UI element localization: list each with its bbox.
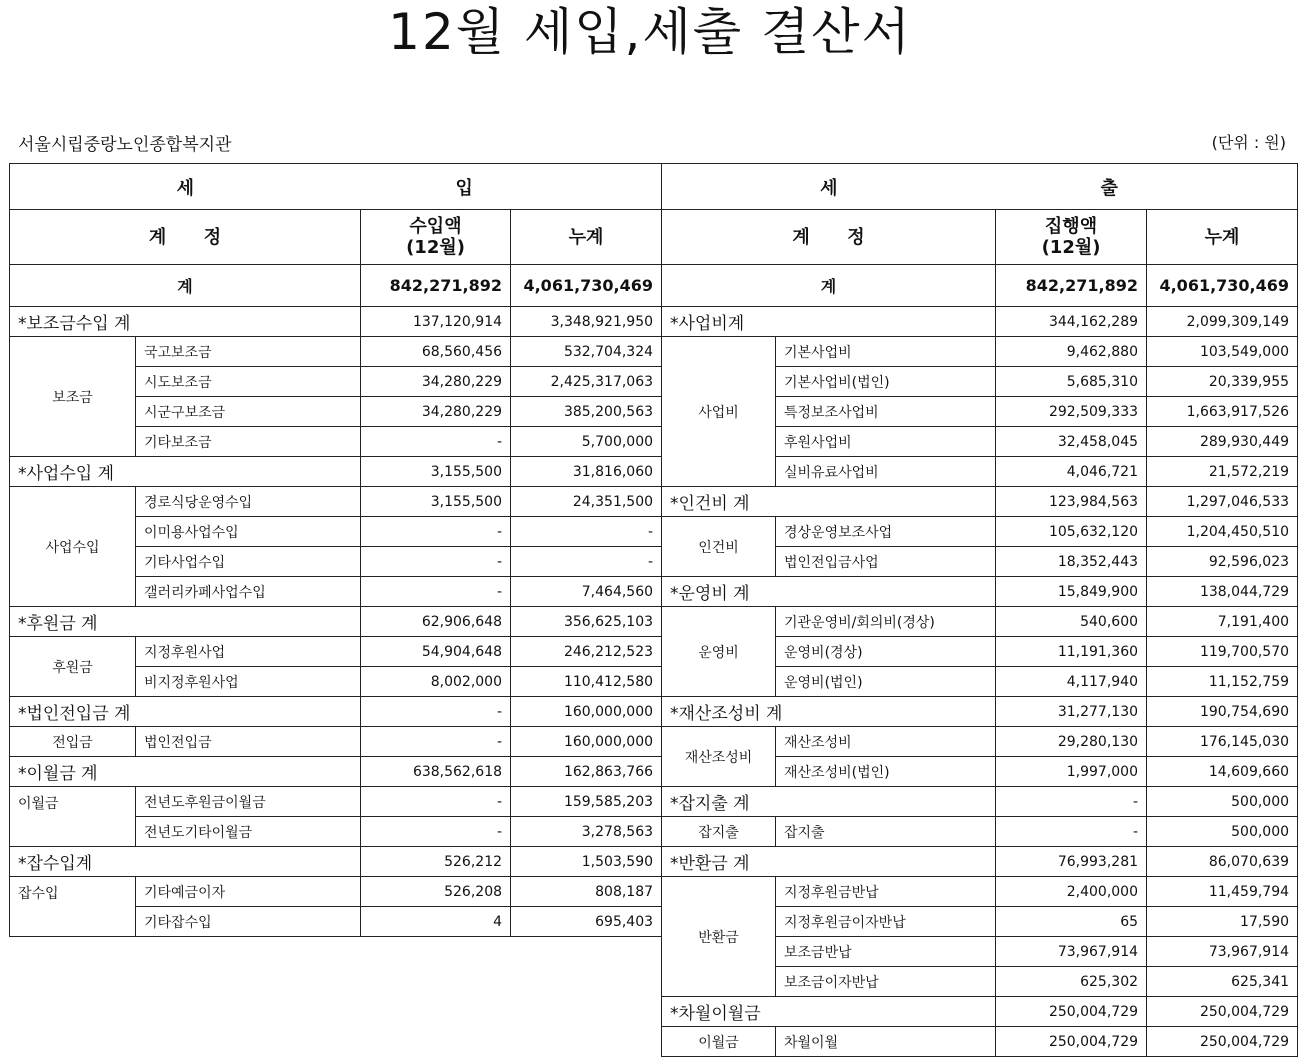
section-label: *법인전입금 계 xyxy=(10,697,361,727)
category-label: 전입금 xyxy=(10,727,136,757)
item-cumulative: 250,004,729 xyxy=(1147,1027,1298,1057)
item-cumulative: 808,187 xyxy=(511,877,662,907)
item-cumulative: 119,700,570 xyxy=(1147,637,1298,667)
item-amount: 54,904,648 xyxy=(361,637,511,667)
category-label: 잡지출 xyxy=(662,817,776,847)
unit-label: (단위 : 원) xyxy=(1211,133,1286,152)
category-label: 반환금 xyxy=(662,877,776,997)
column-header-account: 계 정 xyxy=(10,210,361,265)
item-amount: 11,191,360 xyxy=(996,637,1147,667)
section-cumulative: 3,348,921,950 xyxy=(511,307,662,337)
income-header-row xyxy=(10,164,662,210)
item-amount: 1,997,000 xyxy=(996,757,1147,787)
section-amount: 638,562,618 xyxy=(361,757,511,787)
item-amount: 29,280,130 xyxy=(996,727,1147,757)
section-subtotal-row xyxy=(662,697,1298,727)
section-amount: 137,120,914 xyxy=(361,307,511,337)
item-amount: 9,462,880 xyxy=(996,337,1147,367)
category-label: 후원금 xyxy=(10,637,136,697)
item-name: 실비유료사업비 xyxy=(776,457,996,487)
section-label: *이월금 계 xyxy=(10,757,361,787)
table-row xyxy=(662,817,1298,847)
income-header-left: 세 xyxy=(10,164,361,210)
item-cumulative: 92,596,023 xyxy=(1147,547,1298,577)
section-cumulative: 1,297,046,533 xyxy=(1147,487,1298,517)
table-row xyxy=(10,787,662,817)
section-amount: 76,993,281 xyxy=(996,847,1147,877)
item-amount: - xyxy=(361,427,511,457)
item-name: 차월이월 xyxy=(776,1027,996,1057)
item-amount: 4 xyxy=(361,907,511,937)
section-label: *재산조성비 계 xyxy=(662,697,996,727)
item-amount: 4,046,721 xyxy=(996,457,1147,487)
section-subtotal-row xyxy=(662,997,1298,1027)
expense-header-row xyxy=(662,164,1298,210)
category-label: 이월금 xyxy=(662,1027,776,1057)
item-cumulative: 625,341 xyxy=(1147,967,1298,997)
item-amount: 65 xyxy=(996,907,1147,937)
income-table xyxy=(9,163,662,937)
section-amount: 31,277,130 xyxy=(996,697,1147,727)
section-subtotal-row xyxy=(662,307,1298,337)
table-row xyxy=(10,637,662,667)
item-name: 시군구보조금 xyxy=(136,397,361,427)
item-cumulative: 1,663,917,526 xyxy=(1147,397,1298,427)
category-label: 사업수입 xyxy=(10,487,136,607)
section-label: *반환금 계 xyxy=(662,847,996,877)
table-row xyxy=(10,877,662,907)
item-name: 갤러리카페사업수입 xyxy=(136,577,361,607)
page-title: 12월 세입,세출 결산서 xyxy=(388,3,912,61)
item-name: 전년도기타이월금 xyxy=(136,817,361,847)
item-amount: - xyxy=(996,817,1147,847)
item-name: 기관운영비/회의비(경상) xyxy=(776,607,996,637)
item-name: 재산조성비(법인) xyxy=(776,757,996,787)
item-amount: 540,600 xyxy=(996,607,1147,637)
item-amount: 8,002,000 xyxy=(361,667,511,697)
category-label: 이월금 xyxy=(10,787,136,847)
section-subtotal-row xyxy=(10,697,662,727)
table-row xyxy=(10,727,662,757)
section-cumulative: 31,816,060 xyxy=(511,457,662,487)
item-amount: 18,352,443 xyxy=(996,547,1147,577)
item-name: 국고보조금 xyxy=(136,337,361,367)
total-label: 계 xyxy=(10,265,361,307)
section-cumulative: 250,004,729 xyxy=(1147,997,1298,1027)
item-name: 전년도후원금이월금 xyxy=(136,787,361,817)
item-amount: 34,280,229 xyxy=(361,397,511,427)
total-cumulative: 4,061,730,469 xyxy=(1147,265,1298,307)
category-label: 보조금 xyxy=(10,337,136,457)
item-amount: 3,155,500 xyxy=(361,487,511,517)
section-label: *사업비계 xyxy=(662,307,996,337)
item-cumulative: 176,145,030 xyxy=(1147,727,1298,757)
section-subtotal-row xyxy=(662,577,1298,607)
section-amount: 3,155,500 xyxy=(361,457,511,487)
section-label: *잡수입계 xyxy=(10,847,361,877)
item-cumulative: 7,464,560 xyxy=(511,577,662,607)
section-cumulative: 356,625,103 xyxy=(511,607,662,637)
item-cumulative: 532,704,324 xyxy=(511,337,662,367)
item-name: 보조금이자반납 xyxy=(776,967,996,997)
item-cumulative: 17,590 xyxy=(1147,907,1298,937)
item-cumulative: 21,572,219 xyxy=(1147,457,1298,487)
item-name: 기타예금이자 xyxy=(136,877,361,907)
expense-column-header-row xyxy=(662,210,1298,265)
table-row xyxy=(10,487,662,517)
item-name: 비지정후원사업 xyxy=(136,667,361,697)
item-amount: 292,509,333 xyxy=(996,397,1147,427)
item-name: 지정후원금반납 xyxy=(776,877,996,907)
item-cumulative: 385,200,563 xyxy=(511,397,662,427)
category-label: 재산조성비 xyxy=(662,727,776,787)
item-name: 기타잡수입 xyxy=(136,907,361,937)
table-row xyxy=(662,517,1298,547)
category-label: 운영비 xyxy=(662,607,776,697)
expense-header-right: 출 xyxy=(996,164,1298,210)
section-amount: 123,984,563 xyxy=(996,487,1147,517)
section-amount: 344,162,289 xyxy=(996,307,1147,337)
income-header-right: 입 xyxy=(361,164,662,210)
item-cumulative: 11,459,794 xyxy=(1147,877,1298,907)
section-cumulative: 86,070,639 xyxy=(1147,847,1298,877)
section-subtotal-row xyxy=(10,607,662,637)
item-name: 운영비(경상) xyxy=(776,637,996,667)
column-header-cumulative: 누계 xyxy=(511,210,662,265)
item-name: 후원사업비 xyxy=(776,427,996,457)
item-cumulative: 1,204,450,510 xyxy=(1147,517,1298,547)
column-header-amount: 수입액 (12월) xyxy=(361,210,511,265)
item-cumulative: 159,585,203 xyxy=(511,787,662,817)
item-name: 보조금반납 xyxy=(776,937,996,967)
item-cumulative: 5,700,000 xyxy=(511,427,662,457)
item-name: 잡지출 xyxy=(776,817,996,847)
column-header-amount: 집행액 (12월) xyxy=(996,210,1147,265)
item-name: 시도보조금 xyxy=(136,367,361,397)
income-total-row xyxy=(10,265,662,307)
item-amount: - xyxy=(361,817,511,847)
item-amount: - xyxy=(361,577,511,607)
item-name: 재산조성비 xyxy=(776,727,996,757)
section-label: *인건비 계 xyxy=(662,487,996,517)
item-amount: 625,302 xyxy=(996,967,1147,997)
column-header-cumulative: 누계 xyxy=(1147,210,1298,265)
item-cumulative: 20,339,955 xyxy=(1147,367,1298,397)
expense-total-row xyxy=(662,265,1298,307)
item-cumulative: 695,403 xyxy=(511,907,662,937)
item-amount: 5,685,310 xyxy=(996,367,1147,397)
section-cumulative: 500,000 xyxy=(1147,787,1298,817)
item-cumulative: 14,609,660 xyxy=(1147,757,1298,787)
item-cumulative: 160,000,000 xyxy=(511,727,662,757)
item-name: 기타보조금 xyxy=(136,427,361,457)
section-label: *사업수입 계 xyxy=(10,457,361,487)
organization-name: 서울시립중랑노인종합복지관 xyxy=(18,135,232,155)
item-cumulative: - xyxy=(511,517,662,547)
item-name: 기타사업수입 xyxy=(136,547,361,577)
table-row xyxy=(662,607,1298,637)
total-label: 계 xyxy=(662,265,996,307)
item-name: 이미용사업수입 xyxy=(136,517,361,547)
item-amount: 526,208 xyxy=(361,877,511,907)
item-cumulative: 3,278,563 xyxy=(511,817,662,847)
section-cumulative: 162,863,766 xyxy=(511,757,662,787)
section-amount: - xyxy=(996,787,1147,817)
table-row xyxy=(662,877,1298,907)
item-cumulative: 110,412,580 xyxy=(511,667,662,697)
section-label: *후원금 계 xyxy=(10,607,361,637)
item-cumulative: 2,425,317,063 xyxy=(511,367,662,397)
section-amount: 526,212 xyxy=(361,847,511,877)
section-cumulative: 2,099,309,149 xyxy=(1147,307,1298,337)
expense-table xyxy=(661,163,1298,1057)
section-amount: 250,004,729 xyxy=(996,997,1147,1027)
table-row xyxy=(662,337,1298,367)
table-row xyxy=(662,727,1298,757)
item-amount: 32,458,045 xyxy=(996,427,1147,457)
item-amount: - xyxy=(361,727,511,757)
total-cumulative: 4,061,730,469 xyxy=(511,265,662,307)
item-name: 경로식당운영수입 xyxy=(136,487,361,517)
item-name: 법인전입금사업 xyxy=(776,547,996,577)
section-subtotal-row xyxy=(10,847,662,877)
category-label: 잡수입 xyxy=(10,877,136,937)
category-label: 사업비 xyxy=(662,337,776,487)
section-amount: - xyxy=(361,697,511,727)
item-name: 법인전입금 xyxy=(136,727,361,757)
item-name: 지정후원금이자반납 xyxy=(776,907,996,937)
section-subtotal-row xyxy=(662,487,1298,517)
item-cumulative: 11,152,759 xyxy=(1147,667,1298,697)
section-label: *보조금수입 계 xyxy=(10,307,361,337)
item-cumulative: 500,000 xyxy=(1147,817,1298,847)
item-name: 운영비(법인) xyxy=(776,667,996,697)
column-header-account: 계 정 xyxy=(662,210,996,265)
item-name: 특정보조사업비 xyxy=(776,397,996,427)
item-amount: 73,967,914 xyxy=(996,937,1147,967)
table-row xyxy=(662,1027,1298,1057)
item-name: 기본사업비(법인) xyxy=(776,367,996,397)
section-amount: 15,849,900 xyxy=(996,577,1147,607)
item-name: 기본사업비 xyxy=(776,337,996,367)
item-name: 지정후원사업 xyxy=(136,637,361,667)
table-row xyxy=(10,337,662,367)
item-amount: 34,280,229 xyxy=(361,367,511,397)
section-subtotal-row xyxy=(10,757,662,787)
expense-header-left: 세 xyxy=(662,164,996,210)
section-label: *차월이월금 xyxy=(662,997,996,1027)
item-amount: - xyxy=(361,787,511,817)
item-amount: 2,400,000 xyxy=(996,877,1147,907)
section-subtotal-row xyxy=(662,787,1298,817)
section-cumulative: 190,754,690 xyxy=(1147,697,1298,727)
section-amount: 62,906,648 xyxy=(361,607,511,637)
section-label: *잡지출 계 xyxy=(662,787,996,817)
item-cumulative: 246,212,523 xyxy=(511,637,662,667)
item-cumulative: 73,967,914 xyxy=(1147,937,1298,967)
item-amount: - xyxy=(361,517,511,547)
item-amount: 4,117,940 xyxy=(996,667,1147,697)
section-cumulative: 1,503,590 xyxy=(511,847,662,877)
total-amount: 842,271,892 xyxy=(361,265,511,307)
item-amount: - xyxy=(361,547,511,577)
item-cumulative: - xyxy=(511,547,662,577)
section-label: *운영비 계 xyxy=(662,577,996,607)
section-subtotal-row xyxy=(10,457,662,487)
item-amount: 68,560,456 xyxy=(361,337,511,367)
item-cumulative: 289,930,449 xyxy=(1147,427,1298,457)
item-cumulative: 103,549,000 xyxy=(1147,337,1298,367)
section-cumulative: 160,000,000 xyxy=(511,697,662,727)
item-cumulative: 7,191,400 xyxy=(1147,607,1298,637)
income-column-header-row xyxy=(10,210,662,265)
item-amount: 250,004,729 xyxy=(996,1027,1147,1057)
item-cumulative: 24,351,500 xyxy=(511,487,662,517)
section-cumulative: 138,044,729 xyxy=(1147,577,1298,607)
item-amount: 105,632,120 xyxy=(996,517,1147,547)
section-subtotal-row xyxy=(662,847,1298,877)
category-label: 인건비 xyxy=(662,517,776,577)
item-name: 경상운영보조사업 xyxy=(776,517,996,547)
total-amount: 842,271,892 xyxy=(996,265,1147,307)
section-subtotal-row xyxy=(10,307,662,337)
